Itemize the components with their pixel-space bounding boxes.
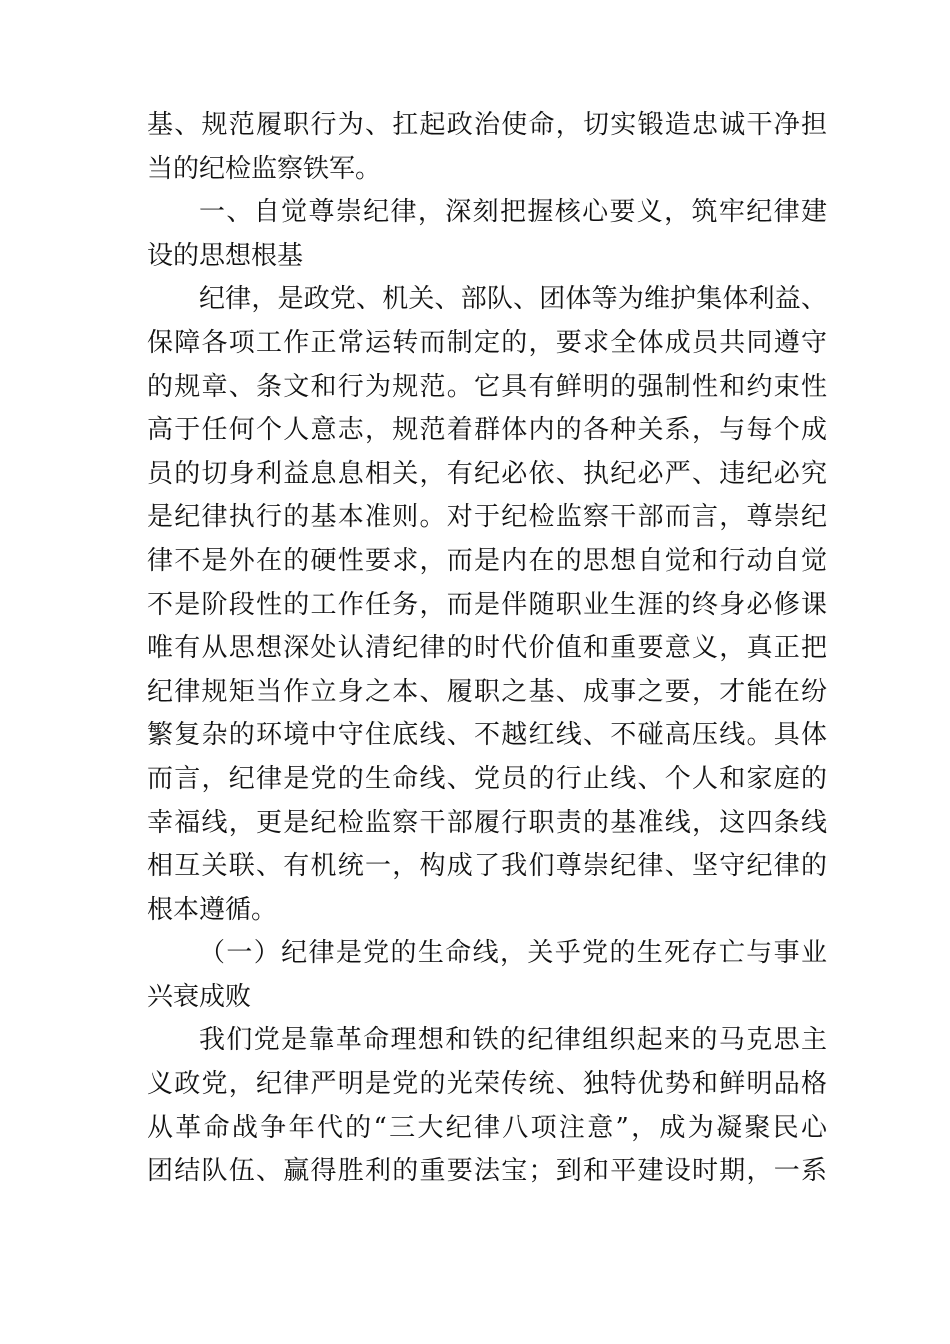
text-line: 而言，纪律是党的生命线、党员的行止线、个人和家庭的	[147, 763, 827, 794]
text-line: 高于任何个人意志，规范着群体内的各种关系，与每个成	[147, 415, 827, 446]
text-line: 唯有从思想深处认清纪律的时代价值和重要意义，真正把	[147, 633, 827, 664]
text-line: 繁复杂的环境中守住底线、不越红线、不碰高压线。具体	[147, 720, 827, 751]
text-line: 纪律规矩当作立身之本、履职之基、成事之要，才能在纷	[147, 676, 827, 707]
text-line: 基、规范履职行为、扛起政治使命，切实锻造忠诚干净担	[147, 110, 827, 140]
text-line: 幸福线，更是纪检监察干部履行职责的基准线，这四条线	[147, 807, 827, 838]
text-line: 义政党，纪律严明是党的光荣传统、独特优势和鲜明品格	[147, 1069, 827, 1100]
text-line: 团结队伍、赢得胜利的重要法宝；到和平建设时期，一系	[147, 1156, 827, 1187]
text-line: 保障各项工作正常运转而制定的，要求全体成员共同遵守	[147, 327, 827, 358]
text-line: 律不是外在的硬性要求，而是内在的思想自觉和行动自觉	[147, 545, 827, 576]
subsection-heading-line: （一）纪律是党的生命线，关乎党的生死存亡与事业	[199, 938, 827, 969]
text-line: 纪律，是政党、机关、部队、团体等为维护集体利益、	[199, 284, 827, 315]
document-body	[147, 104, 827, 1194]
text-line: 不是阶段性的工作任务，而是伴随职业生涯的终身必修课	[147, 589, 827, 620]
text-line: 根本遵循。	[147, 894, 278, 925]
text-line: 的规章、条文和行为规范。它具有鲜明的强制性和约束性	[147, 371, 827, 402]
text-line: 当的纪检监察铁军。	[147, 153, 382, 184]
text-line: 员的切身利益息息相关，有纪必依、执纪必严、违纪必究	[147, 458, 827, 489]
text-line: 相互关联、有机统一，构成了我们尊崇纪律、坚守纪律的	[147, 851, 827, 882]
section-heading-line: 一、自觉尊崇纪律，深刻把握核心要义，筑牢纪律建	[199, 197, 827, 228]
subsection-heading-line: 兴衰成败	[147, 981, 252, 1012]
text-line: 是纪律执行的基本准则。对于纪检监察干部而言，尊崇纪	[147, 502, 827, 533]
text-line: 从革命战争年代的“三大纪律八项注意”，成为凝聚民心	[147, 1112, 827, 1143]
section-heading-line: 设的思想根基	[147, 240, 304, 271]
text-line: 我们党是靠革命理想和铁的纪律组织起来的马克思主	[199, 1025, 827, 1056]
